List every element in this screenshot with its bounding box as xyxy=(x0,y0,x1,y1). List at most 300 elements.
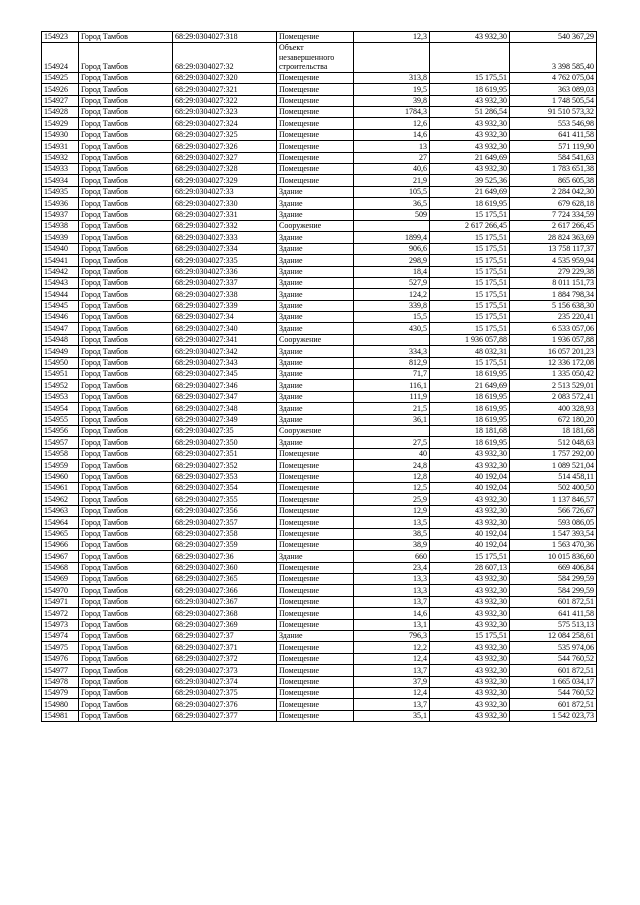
object-type-cell: Здание xyxy=(277,289,354,300)
city-cell: Город Тамбов xyxy=(79,107,173,118)
id-cell: 154956 xyxy=(42,426,79,437)
cadastral-value-cell: 2 083 572,41 xyxy=(510,391,597,402)
cadastral-value-cell: 2 513 529,01 xyxy=(510,380,597,391)
id-cell: 154977 xyxy=(42,665,79,676)
specific-value-cell: 43 932,30 xyxy=(430,676,510,687)
table-row xyxy=(42,608,597,619)
city-cell: Город Тамбов xyxy=(79,84,173,95)
table-row xyxy=(42,255,597,266)
cadastral-value-table xyxy=(41,31,597,722)
cadastral-number-cell: 68:29:0304027:323 xyxy=(173,107,277,118)
cadastral-number-cell: 68:29:0304027:325 xyxy=(173,129,277,140)
cadastral-number-cell: 68:29:0304027:365 xyxy=(173,574,277,585)
cadastral-value-cell: 535 974,06 xyxy=(510,642,597,653)
cadastral-number-cell: 68:29:0304027:346 xyxy=(173,380,277,391)
table-row xyxy=(42,346,597,357)
table-row xyxy=(42,448,597,459)
specific-value-cell: 2 617 266,45 xyxy=(430,220,510,231)
id-cell: 154926 xyxy=(42,84,79,95)
table-row xyxy=(42,653,597,664)
specific-value-cell: 43 932,30 xyxy=(430,699,510,710)
object-type-cell: Помещение xyxy=(277,118,354,129)
table-row xyxy=(42,562,597,573)
cadastral-value-cell: 8 011 151,73 xyxy=(510,277,597,288)
table-row xyxy=(42,482,597,493)
cadastral-value-cell: 584 541,63 xyxy=(510,152,597,163)
object-type-cell: Здание xyxy=(277,346,354,357)
table-row xyxy=(42,95,597,106)
cadastral-number-cell: 68:29:0304027:337 xyxy=(173,277,277,288)
cadastral-number-cell: 68:29:0304027:351 xyxy=(173,448,277,459)
cadastral-number-cell: 68:29:0304027:35 xyxy=(173,426,277,437)
cadastral-number-cell: 68:29:0304027:34 xyxy=(173,312,277,323)
cadastral-value-cell: 502 400,50 xyxy=(510,482,597,493)
specific-value-cell: 43 932,30 xyxy=(430,517,510,528)
table-row xyxy=(42,266,597,277)
id-cell: 154965 xyxy=(42,528,79,539)
cadastral-value-cell: 7 724 334,59 xyxy=(510,209,597,220)
cadastral-value-cell: 1 783 651,38 xyxy=(510,164,597,175)
cadastral-number-cell: 68:29:0304027:352 xyxy=(173,460,277,471)
cadastral-value-cell: 363 089,03 xyxy=(510,84,597,95)
object-type-cell: Помещение xyxy=(277,653,354,664)
cadastral-number-cell: 68:29:0304027:355 xyxy=(173,494,277,505)
specific-value-cell: 18 619,95 xyxy=(430,414,510,425)
cadastral-value-cell: 669 406,84 xyxy=(510,562,597,573)
city-cell: Город Тамбов xyxy=(79,562,173,573)
table-row xyxy=(42,642,597,653)
table-row xyxy=(42,220,597,231)
area-cell: 40,6 xyxy=(354,164,430,175)
object-type-cell: Помещение xyxy=(277,585,354,596)
table-row xyxy=(42,460,597,471)
cadastral-value-cell: 28 824 363,69 xyxy=(510,232,597,243)
id-cell: 154949 xyxy=(42,346,79,357)
area-cell: 18,4 xyxy=(354,266,430,277)
id-cell: 154980 xyxy=(42,699,79,710)
cadastral-value-cell: 1 137 846,57 xyxy=(510,494,597,505)
table-row xyxy=(42,414,597,425)
object-type-cell: Помещение xyxy=(277,141,354,152)
cadastral-value-cell: 18 181,68 xyxy=(510,426,597,437)
cadastral-number-cell: 68:29:0304027:334 xyxy=(173,243,277,254)
cadastral-number-cell: 68:29:0304027:332 xyxy=(173,220,277,231)
city-cell: Город Тамбов xyxy=(79,585,173,596)
cadastral-value-cell: 593 086,05 xyxy=(510,517,597,528)
object-type-cell: Здание xyxy=(277,277,354,288)
object-type-cell: Сооружение xyxy=(277,426,354,437)
cadastral-value-cell: 91 510 573,32 xyxy=(510,107,597,118)
id-cell: 154957 xyxy=(42,437,79,448)
table-row xyxy=(42,232,597,243)
specific-value-cell: 21 649,69 xyxy=(430,152,510,163)
specific-value-cell: 43 932,30 xyxy=(430,596,510,607)
object-type-cell: Здание xyxy=(277,300,354,311)
specific-value-cell: 15 175,51 xyxy=(430,72,510,83)
cadastral-value-cell: 10 015 836,60 xyxy=(510,551,597,562)
specific-value-cell: 40 192,04 xyxy=(430,528,510,539)
specific-value-cell: 18 619,95 xyxy=(430,403,510,414)
area-cell: 12,8 xyxy=(354,471,430,482)
city-cell: Город Тамбов xyxy=(79,198,173,209)
area-cell: 1899,4 xyxy=(354,232,430,243)
object-type-cell: Здание xyxy=(277,357,354,368)
cadastral-number-cell: 68:29:0304027:335 xyxy=(173,255,277,266)
object-type-cell: Помещение xyxy=(277,699,354,710)
city-cell: Город Тамбов xyxy=(79,186,173,197)
table-row xyxy=(42,84,597,95)
object-type-cell: Помещение xyxy=(277,460,354,471)
specific-value-cell: 40 192,04 xyxy=(430,539,510,550)
cadastral-number-cell: 68:29:0304027:343 xyxy=(173,357,277,368)
specific-value-cell: 15 175,51 xyxy=(430,300,510,311)
table-row xyxy=(42,687,597,698)
specific-value-cell: 15 175,51 xyxy=(430,357,510,368)
city-cell: Город Тамбов xyxy=(79,574,173,585)
id-cell: 154929 xyxy=(42,118,79,129)
object-type-cell: Здание xyxy=(277,414,354,425)
object-type-cell: Здание xyxy=(277,380,354,391)
object-type-cell: Помещение xyxy=(277,72,354,83)
id-cell: 154963 xyxy=(42,505,79,516)
table-row xyxy=(42,107,597,118)
id-cell: 154978 xyxy=(42,676,79,687)
specific-value-cell: 15 175,51 xyxy=(430,209,510,220)
id-cell: 154934 xyxy=(42,175,79,186)
cadastral-number-cell: 68:29:0304027:376 xyxy=(173,699,277,710)
id-cell: 154966 xyxy=(42,539,79,550)
id-cell: 154946 xyxy=(42,312,79,323)
area-cell: 15,5 xyxy=(354,312,430,323)
area-cell: 13,3 xyxy=(354,574,430,585)
id-cell: 154941 xyxy=(42,255,79,266)
id-cell: 154931 xyxy=(42,141,79,152)
cadastral-value-cell: 2 284 042,30 xyxy=(510,186,597,197)
city-cell: Город Тамбов xyxy=(79,551,173,562)
city-cell: Город Тамбов xyxy=(79,346,173,357)
table-row xyxy=(42,209,597,220)
city-cell: Город Тамбов xyxy=(79,232,173,243)
cadastral-value-cell: 4 762 075,04 xyxy=(510,72,597,83)
specific-value-cell: 15 175,51 xyxy=(430,243,510,254)
cadastral-number-cell: 68:29:0304027:336 xyxy=(173,266,277,277)
area-cell: 13,7 xyxy=(354,699,430,710)
cadastral-number-cell: 68:29:0304027:321 xyxy=(173,84,277,95)
area-cell: 509 xyxy=(354,209,430,220)
cadastral-number-cell: 68:29:0304027:357 xyxy=(173,517,277,528)
area-cell: 334,3 xyxy=(354,346,430,357)
table-row xyxy=(42,391,597,402)
city-cell: Город Тамбов xyxy=(79,665,173,676)
object-type-cell: Помещение xyxy=(277,619,354,630)
id-cell: 154950 xyxy=(42,357,79,368)
cadastral-value-cell: 679 628,18 xyxy=(510,198,597,209)
specific-value-cell: 43 932,30 xyxy=(430,494,510,505)
id-cell: 154975 xyxy=(42,642,79,653)
cadastral-number-cell: 68:29:0304027:341 xyxy=(173,334,277,345)
area-cell: 71,7 xyxy=(354,369,430,380)
city-cell: Город Тамбов xyxy=(79,596,173,607)
area-cell: 40 xyxy=(354,448,430,459)
specific-value-cell: 43 932,30 xyxy=(430,574,510,585)
cadastral-number-cell: 68:29:0304027:340 xyxy=(173,323,277,334)
specific-value-cell: 43 932,30 xyxy=(430,585,510,596)
city-cell: Город Тамбов xyxy=(79,391,173,402)
id-cell: 154928 xyxy=(42,107,79,118)
specific-value-cell: 43 932,30 xyxy=(430,710,510,721)
cadastral-value-cell: 512 048,63 xyxy=(510,437,597,448)
cadastral-number-cell: 68:29:0304027:368 xyxy=(173,608,277,619)
id-cell: 154970 xyxy=(42,585,79,596)
table-row xyxy=(42,585,597,596)
city-cell: Город Тамбов xyxy=(79,528,173,539)
city-cell: Город Тамбов xyxy=(79,687,173,698)
specific-value-cell: 43 932,30 xyxy=(430,687,510,698)
city-cell: Город Тамбов xyxy=(79,141,173,152)
city-cell: Город Тамбов xyxy=(79,608,173,619)
table-row xyxy=(42,710,597,721)
table-row xyxy=(42,426,597,437)
cadastral-number-cell: 68:29:0304027:347 xyxy=(173,391,277,402)
city-cell: Город Тамбов xyxy=(79,539,173,550)
specific-value-cell: 28 607,13 xyxy=(430,562,510,573)
city-cell: Город Тамбов xyxy=(79,220,173,231)
area-cell: 13,5 xyxy=(354,517,430,528)
cadastral-number-cell: 68:29:0304027:330 xyxy=(173,198,277,209)
cadastral-value-cell: 553 546,98 xyxy=(510,118,597,129)
object-type-cell: Помещение xyxy=(277,95,354,106)
area-cell: 124,2 xyxy=(354,289,430,300)
cadastral-number-cell: 68:29:0304027:374 xyxy=(173,676,277,687)
object-type-cell: Помещение xyxy=(277,494,354,505)
cadastral-number-cell: 68:29:0304027:328 xyxy=(173,164,277,175)
area-cell: 23,4 xyxy=(354,562,430,573)
city-cell: Город Тамбов xyxy=(79,699,173,710)
table-row xyxy=(42,699,597,710)
table-row xyxy=(42,631,597,642)
specific-value-cell: 40 192,04 xyxy=(430,482,510,493)
city-cell: Город Тамбов xyxy=(79,312,173,323)
city-cell: Город Тамбов xyxy=(79,357,173,368)
table-row xyxy=(42,323,597,334)
specific-value-cell: 43 932,30 xyxy=(430,129,510,140)
area-cell: 19,5 xyxy=(354,84,430,95)
cadastral-number-cell: 68:29:0304027:345 xyxy=(173,369,277,380)
area-cell: 25,9 xyxy=(354,494,430,505)
cadastral-value-cell: 1 563 470,36 xyxy=(510,539,597,550)
area-cell: 313,8 xyxy=(354,72,430,83)
table-row xyxy=(42,551,597,562)
table-row xyxy=(42,289,597,300)
cadastral-value-cell: 2 617 266,45 xyxy=(510,220,597,231)
cadastral-value-cell: 16 057 201,23 xyxy=(510,346,597,357)
area-cell: 12,6 xyxy=(354,118,430,129)
table-row xyxy=(42,300,597,311)
object-type-cell: Здание xyxy=(277,255,354,266)
area-cell: 14,6 xyxy=(354,608,430,619)
object-type-cell: Помещение xyxy=(277,710,354,721)
city-cell: Город Тамбов xyxy=(79,631,173,642)
city-cell: Город Тамбов xyxy=(79,369,173,380)
id-cell: 154940 xyxy=(42,243,79,254)
table-row xyxy=(42,141,597,152)
city-cell: Город Тамбов xyxy=(79,266,173,277)
specific-value-cell: 43 932,30 xyxy=(430,118,510,129)
table-row xyxy=(42,43,597,73)
area-cell: 27 xyxy=(354,152,430,163)
city-cell: Город Тамбов xyxy=(79,403,173,414)
id-cell: 154930 xyxy=(42,129,79,140)
id-cell: 154932 xyxy=(42,152,79,163)
object-type-cell: Помещение xyxy=(277,574,354,585)
cadastral-number-cell: 68:29:0304027:366 xyxy=(173,585,277,596)
area-cell: 12,4 xyxy=(354,687,430,698)
area-cell: 35,1 xyxy=(354,710,430,721)
cadastral-value-cell: 544 760,52 xyxy=(510,653,597,664)
object-type-cell: Здание xyxy=(277,186,354,197)
cadastral-value-cell: 514 458,11 xyxy=(510,471,597,482)
cadastral-number-cell: 68:29:0304027:373 xyxy=(173,665,277,676)
specific-value-cell: 18 181,68 xyxy=(430,426,510,437)
specific-value-cell: 43 932,30 xyxy=(430,32,510,43)
city-cell: Город Тамбов xyxy=(79,32,173,43)
cadastral-value-cell: 3 398 585,40 xyxy=(510,43,597,73)
city-cell: Город Тамбов xyxy=(79,277,173,288)
object-type-cell: Здание xyxy=(277,198,354,209)
id-cell: 154971 xyxy=(42,596,79,607)
table-row xyxy=(42,198,597,209)
specific-value-cell: 18 619,95 xyxy=(430,84,510,95)
cadastral-value-cell: 584 299,59 xyxy=(510,574,597,585)
specific-value-cell: 15 175,51 xyxy=(430,551,510,562)
table-row xyxy=(42,312,597,323)
city-cell: Город Тамбов xyxy=(79,118,173,129)
area-cell: 39,8 xyxy=(354,95,430,106)
id-cell: 154927 xyxy=(42,95,79,106)
table-row xyxy=(42,369,597,380)
object-type-cell: Помещение xyxy=(277,642,354,653)
table-row xyxy=(42,403,597,414)
city-cell: Город Тамбов xyxy=(79,255,173,266)
area-cell: 37,9 xyxy=(354,676,430,687)
object-type-cell: Помещение xyxy=(277,164,354,175)
id-cell: 154944 xyxy=(42,289,79,300)
cadastral-number-cell: 68:29:0304027:369 xyxy=(173,619,277,630)
specific-value-cell: 43 932,30 xyxy=(430,642,510,653)
table-row xyxy=(42,574,597,585)
specific-value-cell: 15 175,51 xyxy=(430,232,510,243)
city-cell: Город Тамбов xyxy=(79,175,173,186)
area-cell: 105,5 xyxy=(354,186,430,197)
cadastral-value-cell: 1 748 505,54 xyxy=(510,95,597,106)
city-cell: Город Тамбов xyxy=(79,505,173,516)
cadastral-value-cell: 641 411,58 xyxy=(510,129,597,140)
table-body xyxy=(42,32,597,722)
specific-value-cell: 18 619,95 xyxy=(430,369,510,380)
cadastral-value-cell: 6 533 057,06 xyxy=(510,323,597,334)
object-type-cell: Здание xyxy=(277,631,354,642)
object-type-cell: Помещение xyxy=(277,32,354,43)
table-row xyxy=(42,175,597,186)
id-cell: 154937 xyxy=(42,209,79,220)
object-type-cell: Здание xyxy=(277,232,354,243)
cadastral-value-cell: 601 872,51 xyxy=(510,665,597,676)
id-cell: 154945 xyxy=(42,300,79,311)
id-cell: 154925 xyxy=(42,72,79,83)
cadastral-value-cell: 601 872,51 xyxy=(510,596,597,607)
table-row xyxy=(42,72,597,83)
cadastral-value-cell: 601 872,51 xyxy=(510,699,597,710)
id-cell: 154969 xyxy=(42,574,79,585)
object-type-cell: Сооружение xyxy=(277,220,354,231)
cadastral-value-cell: 544 760,52 xyxy=(510,687,597,698)
cadastral-number-cell: 68:29:0304027:322 xyxy=(173,95,277,106)
cadastral-number-cell: 68:29:0304027:360 xyxy=(173,562,277,573)
id-cell: 154961 xyxy=(42,482,79,493)
table-row xyxy=(42,437,597,448)
area-cell: 24,8 xyxy=(354,460,430,471)
cadastral-value-cell: 12 336 172,08 xyxy=(510,357,597,368)
city-cell: Город Тамбов xyxy=(79,494,173,505)
cadastral-value-cell: 5 156 638,30 xyxy=(510,300,597,311)
id-cell: 154972 xyxy=(42,608,79,619)
specific-value-cell: 15 175,51 xyxy=(430,289,510,300)
area-cell: 12,9 xyxy=(354,505,430,516)
id-cell: 154947 xyxy=(42,323,79,334)
object-type-cell: Помещение xyxy=(277,152,354,163)
city-cell: Город Тамбов xyxy=(79,414,173,425)
area-cell: 12,4 xyxy=(354,653,430,664)
specific-value-cell: 21 649,69 xyxy=(430,380,510,391)
city-cell: Город Тамбов xyxy=(79,517,173,528)
city-cell: Город Тамбов xyxy=(79,334,173,345)
specific-value-cell: 18 619,95 xyxy=(430,437,510,448)
area-cell: 430,5 xyxy=(354,323,430,334)
object-type-cell: Помещение xyxy=(277,528,354,539)
cadastral-value-cell: 1 665 034,17 xyxy=(510,676,597,687)
specific-value-cell: 51 286,54 xyxy=(430,107,510,118)
area-cell: 12,2 xyxy=(354,642,430,653)
object-type-cell: Здание xyxy=(277,391,354,402)
id-cell: 154923 xyxy=(42,32,79,43)
id-cell: 154955 xyxy=(42,414,79,425)
area-cell: 27,5 xyxy=(354,437,430,448)
table-row xyxy=(42,665,597,676)
specific-value-cell: 15 175,51 xyxy=(430,277,510,288)
area-cell: 527,9 xyxy=(354,277,430,288)
table-row xyxy=(42,164,597,175)
table-row xyxy=(42,277,597,288)
table-row xyxy=(42,243,597,254)
object-type-cell: Помещение xyxy=(277,687,354,698)
specific-value-cell: 39 525,36 xyxy=(430,175,510,186)
object-type-cell: Здание xyxy=(277,403,354,414)
specific-value-cell: 43 932,30 xyxy=(430,608,510,619)
id-cell: 154933 xyxy=(42,164,79,175)
specific-value-cell: 18 619,95 xyxy=(430,391,510,402)
id-cell: 154948 xyxy=(42,334,79,345)
city-cell: Город Тамбов xyxy=(79,72,173,83)
cadastral-value-cell: 13 758 117,37 xyxy=(510,243,597,254)
city-cell: Город Тамбов xyxy=(79,152,173,163)
id-cell: 154938 xyxy=(42,220,79,231)
object-type-cell: Помещение xyxy=(277,596,354,607)
table-row xyxy=(42,494,597,505)
id-cell: 154952 xyxy=(42,380,79,391)
area-cell: 111,9 xyxy=(354,391,430,402)
cadastral-value-cell: 1 884 798,34 xyxy=(510,289,597,300)
id-cell: 154959 xyxy=(42,460,79,471)
